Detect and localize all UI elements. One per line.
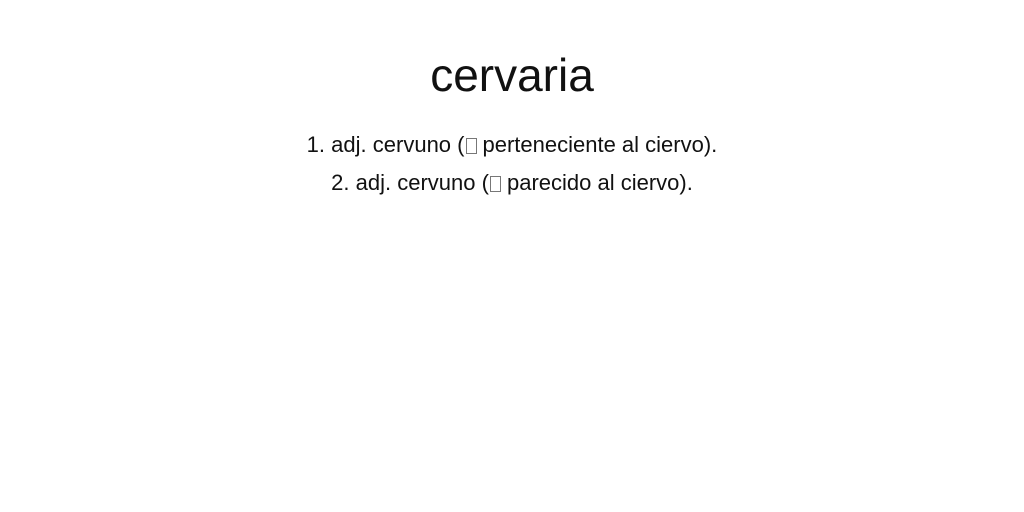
missing-glyph-icon — [466, 138, 477, 154]
definition-list — [0, 126, 1024, 202]
definition-item-2 — [0, 164, 1024, 202]
open-parenthesis: ( — [481, 170, 489, 195]
definition-gloss: parecido al ciervo — [506, 170, 680, 195]
close-parenthesis: ). — [703, 132, 718, 157]
definition-number: 2. — [331, 170, 350, 195]
grammatical-category: adj. — [355, 170, 392, 195]
definition-number: 1. — [306, 132, 326, 157]
missing-glyph-icon — [490, 176, 501, 192]
definition-gloss: perteneciente al ciervo — [482, 132, 704, 157]
close-parenthesis: ). — [679, 170, 693, 195]
open-parenthesis: ( — [457, 132, 465, 157]
headword-title: cervaria — [430, 49, 594, 101]
definition-term: cervuno — [372, 132, 452, 157]
grammatical-category: adj. — [331, 132, 367, 157]
definition-term: cervuno — [397, 170, 476, 195]
definition-item-1 — [0, 126, 1024, 164]
